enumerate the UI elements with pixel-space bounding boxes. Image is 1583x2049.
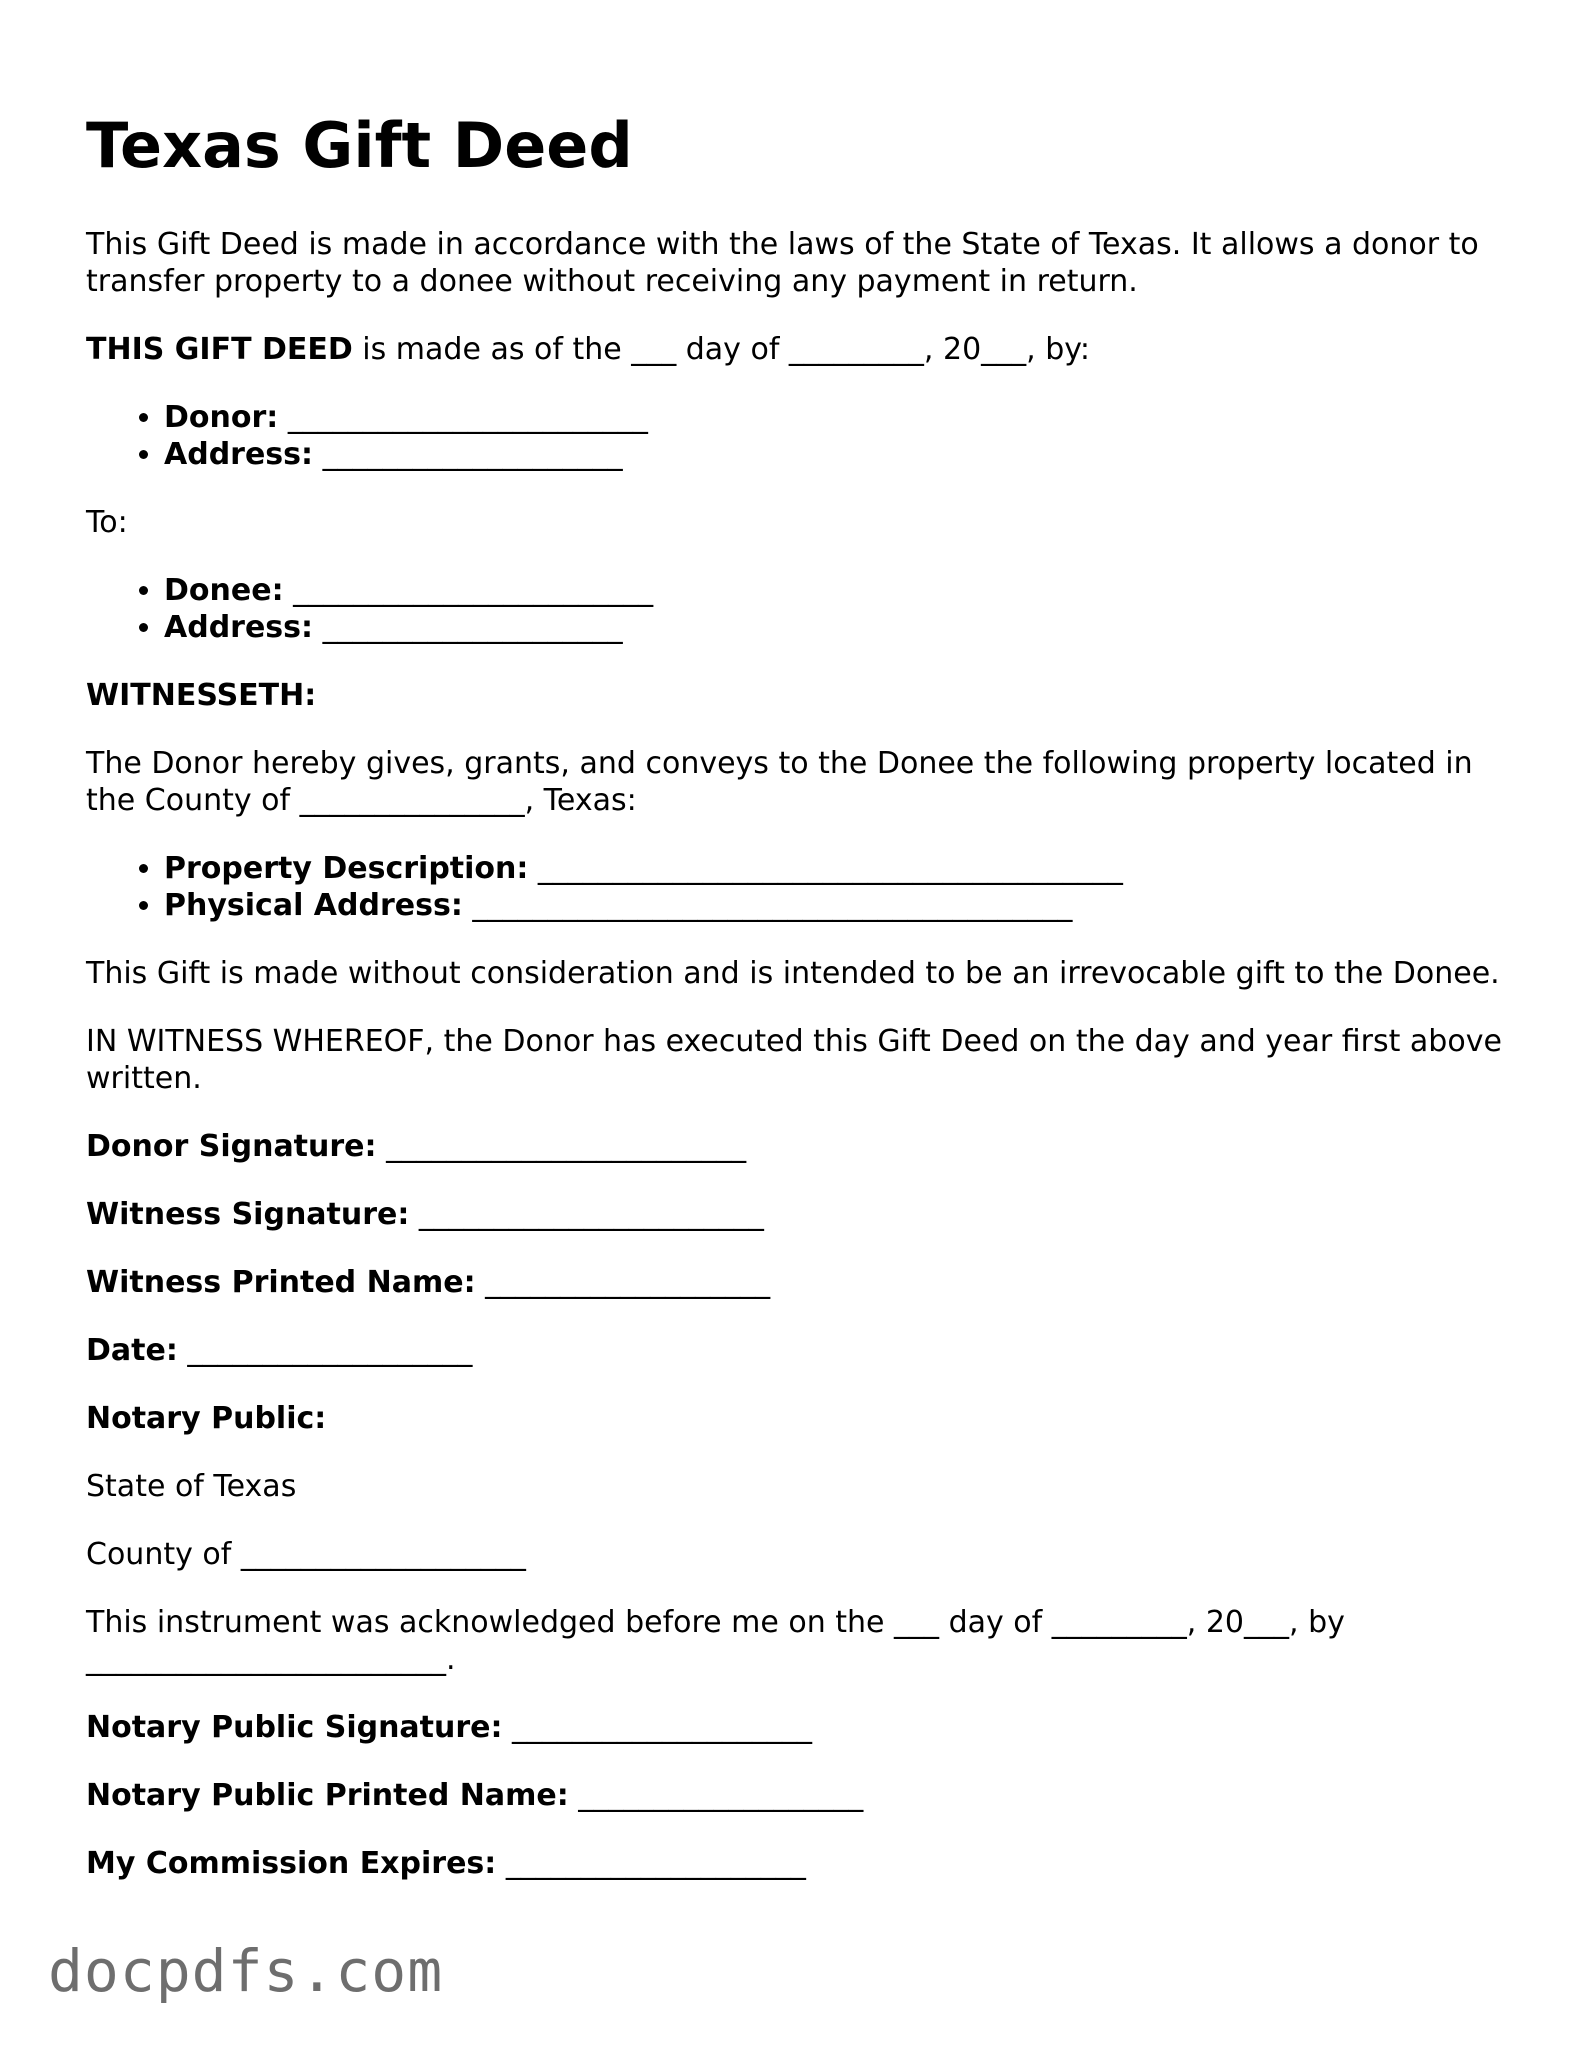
donee-name-blank: ________________________ (283, 573, 654, 608)
witness-printed-name-label: Witness Printed Name: (86, 1265, 476, 1300)
donor-name-label: Donor: (164, 400, 279, 435)
notary-state: State of Texas (86, 1469, 297, 1504)
notary-printed-name-line (86, 1777, 1506, 1814)
docpdfs-watermark: docpdfs.com (48, 1937, 444, 2005)
witness-printed-name-blank: ___________________ (475, 1265, 771, 1300)
donee-list (86, 572, 1506, 646)
commission-expires-label: My Commission Expires: (86, 1846, 497, 1881)
physical-address-label: Physical Address: (164, 888, 463, 923)
property-description-blank: _______________________________________ (528, 851, 1123, 886)
donee-address-label: Address: (164, 610, 314, 645)
notary-acknowledgment: This instrument was acknowledged before me on the ___ day of _________, 20___, by ________________________. (86, 1605, 1345, 1677)
witness-signature-label: Witness Signature: (86, 1197, 410, 1232)
to-label: To: (86, 505, 128, 540)
document-title: Texas Gift Deed (86, 109, 633, 182)
commission-expires-line (86, 1845, 1506, 1882)
donee-name-label: Donee: (164, 573, 284, 608)
witness-whereof-paragraph: IN WITNESS WHEREOF, the Donor has executed this Gift Deed on the day and year first above written. (86, 1024, 1502, 1096)
grant-paragraph: The Donor hereby gives, grants, and conveys to the Donee the following property located in the County of _______________, Texas: (86, 746, 1473, 818)
donor-signature-blank: ________________________ (376, 1129, 747, 1164)
property-list (86, 850, 1506, 924)
gift-deed-document (86, 100, 1506, 1913)
donor-signature-line (86, 1128, 1506, 1165)
witnesseth-heading (86, 677, 1506, 714)
witness-signature-line (86, 1196, 1506, 1233)
donor-address-item (164, 436, 1506, 473)
notary-signature-blank: ____________________ (502, 1710, 813, 1745)
donor-address-label: Address: (164, 437, 314, 472)
date-line (86, 1332, 1506, 1369)
donor-name-item (164, 399, 1506, 436)
notary-signature-label: Notary Public Signature: (86, 1710, 503, 1745)
property-description-item (164, 850, 1506, 887)
notary-printed-name-blank: ___________________ (568, 1778, 864, 1813)
consideration-paragraph: This Gift is made without consideration and is intended to be an irrevocable gift to the Donee. (86, 956, 1500, 991)
intro-paragraph: This Gift Deed is made in accordance with the laws of the State of Texas. It allows a donor to transfer property to a donee without receiving any payment in return. (86, 227, 1479, 299)
physical-address-item (164, 887, 1506, 924)
date-blank: ___________________ (177, 1333, 473, 1368)
donee-name-item (164, 572, 1506, 609)
date-label: Date: (86, 1333, 178, 1368)
donee-address-blank: ____________________ (313, 610, 623, 645)
physical-address-blank: ________________________________________ (462, 888, 1073, 923)
made-as-of-text: is made as of the ___ day of _________, 20___, by: (352, 332, 1090, 367)
witness-printed-name-line (86, 1264, 1506, 1301)
gift-deed-label: THIS GIFT DEED (86, 332, 353, 367)
donor-name-blank: ________________________ (278, 400, 648, 435)
notary-heading (86, 1400, 1506, 1437)
witness-signature-blank: _______________________ (409, 1197, 764, 1232)
commission-expires-blank: ____________________ (496, 1846, 806, 1881)
donor-address-blank: ____________________ (313, 437, 623, 472)
notary-printed-name-label: Notary Public Printed Name: (86, 1778, 569, 1813)
notary-heading-label: Notary Public: (86, 1401, 327, 1436)
witnesseth-label: WITNESSETH: (86, 678, 317, 713)
donor-signature-label: Donor Signature: (86, 1129, 377, 1164)
notary-signature-line (86, 1709, 1506, 1746)
donor-list (86, 399, 1506, 473)
notary-county: County of ___________________ (86, 1537, 526, 1572)
donee-address-item (164, 609, 1506, 646)
made-as-of-line (86, 331, 1506, 368)
property-description-label: Property Description: (164, 851, 529, 886)
